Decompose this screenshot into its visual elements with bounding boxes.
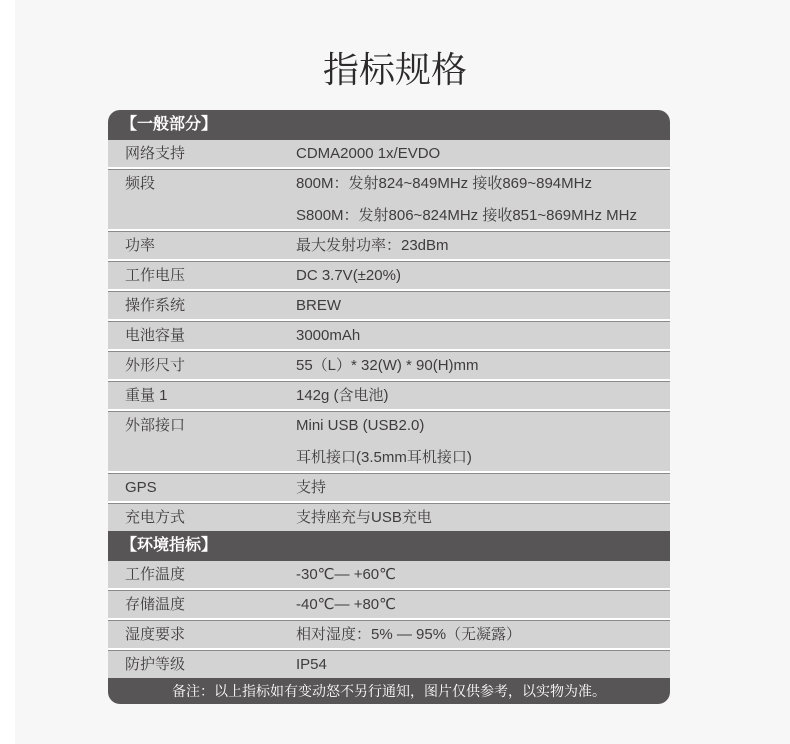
spec-table: [108, 110, 670, 704]
spec-value-line: IP54: [296, 656, 327, 673]
spec-value: [296, 262, 670, 289]
spec-value-line: -40℃— +80℃: [296, 596, 396, 613]
spec-label: 重量 1: [125, 387, 168, 404]
spec-row-power: [108, 231, 670, 259]
page-left-gutter: [0, 0, 15, 744]
spec-label: 湿度要求: [125, 626, 186, 643]
spec-label: 工作温度: [125, 566, 186, 583]
spec-label: 网络支持: [125, 145, 186, 162]
spec-value: [296, 651, 670, 678]
section-header-general: 【一般部分】: [108, 110, 670, 140]
spec-row-humidity: [108, 620, 670, 648]
spec-row-operating-temp: [108, 561, 670, 588]
spec-value-line: 最大发射功率：23dBm: [296, 237, 449, 254]
spec-value-line: BREW: [296, 297, 341, 314]
spec-value: [296, 621, 670, 648]
spec-value-line: 耳机接口(3.5mm耳机接口): [296, 449, 472, 466]
spec-value: [296, 322, 670, 349]
spec-value-line: DC 3.7V(±20%): [296, 267, 401, 284]
spec-row-dimensions: [108, 351, 670, 379]
spec-value: [296, 382, 670, 409]
spec-row-charging: [108, 503, 670, 531]
spec-row-interfaces: [108, 411, 670, 471]
spec-value-line: CDMA2000 1x/EVDO: [296, 145, 441, 162]
spec-label: 功率: [125, 237, 156, 254]
spec-value-line: 55（L）* 32(W) * 90(H)mm: [296, 357, 479, 374]
spec-row-protection: [108, 650, 670, 678]
spec-label: 操作系统: [125, 297, 186, 314]
spec-value-line: -30℃— +60℃: [296, 566, 396, 583]
spec-label: 外部接口: [125, 417, 186, 434]
spec-value-line: 支持: [296, 479, 327, 496]
spec-row-storage-temp: [108, 590, 670, 618]
spec-label: 外形尺寸: [125, 357, 186, 374]
spec-value: [296, 292, 670, 319]
spec-label: GPS: [125, 479, 157, 496]
spec-row-os: [108, 291, 670, 319]
spec-label: 频段: [125, 175, 156, 192]
spec-value: [296, 591, 670, 618]
spec-row-gps: [108, 473, 670, 501]
spec-row-network: [108, 140, 670, 167]
spec-row-battery: [108, 321, 670, 349]
page-title: 指标规格: [322, 49, 467, 90]
spec-value-line: 800M：发射824~849MHz 接收869~894MHz: [296, 175, 592, 192]
spec-value-line: 支持座充与USB充电: [296, 509, 432, 526]
spec-row-weight: [108, 381, 670, 409]
spec-value-line: 142g (含电池): [296, 387, 389, 404]
spec-value: [296, 561, 670, 588]
spec-value: [296, 504, 670, 531]
spec-label: 工作电压: [125, 267, 186, 284]
spec-row-band: [108, 169, 670, 229]
table-footer-note: 备注：以上指标如有变动怒不另行通知，图片仅供参考，以实物为准。: [108, 678, 670, 704]
spec-value: [296, 232, 670, 259]
spec-value: [296, 412, 670, 471]
spec-value: [296, 352, 670, 379]
spec-value: [296, 474, 670, 501]
section-header-environment: 【环境指标】: [108, 531, 670, 561]
spec-value-line: Mini USB (USB2.0): [296, 417, 425, 434]
spec-value-line: 3000mAh: [296, 327, 361, 344]
spec-label: 存储温度: [125, 596, 186, 613]
spec-value: [296, 140, 670, 167]
spec-value-line: S800M：发射806~824MHz 接收851~869MHz MHz: [296, 207, 637, 224]
spec-value: [296, 170, 670, 229]
spec-label: 防护等级: [125, 656, 186, 673]
spec-label: 充电方式: [125, 509, 186, 526]
spec-row-voltage: [108, 261, 670, 289]
spec-label: 电池容量: [125, 327, 186, 344]
spec-value-line: 相对湿度：5% — 95%（无凝露）: [296, 626, 522, 643]
